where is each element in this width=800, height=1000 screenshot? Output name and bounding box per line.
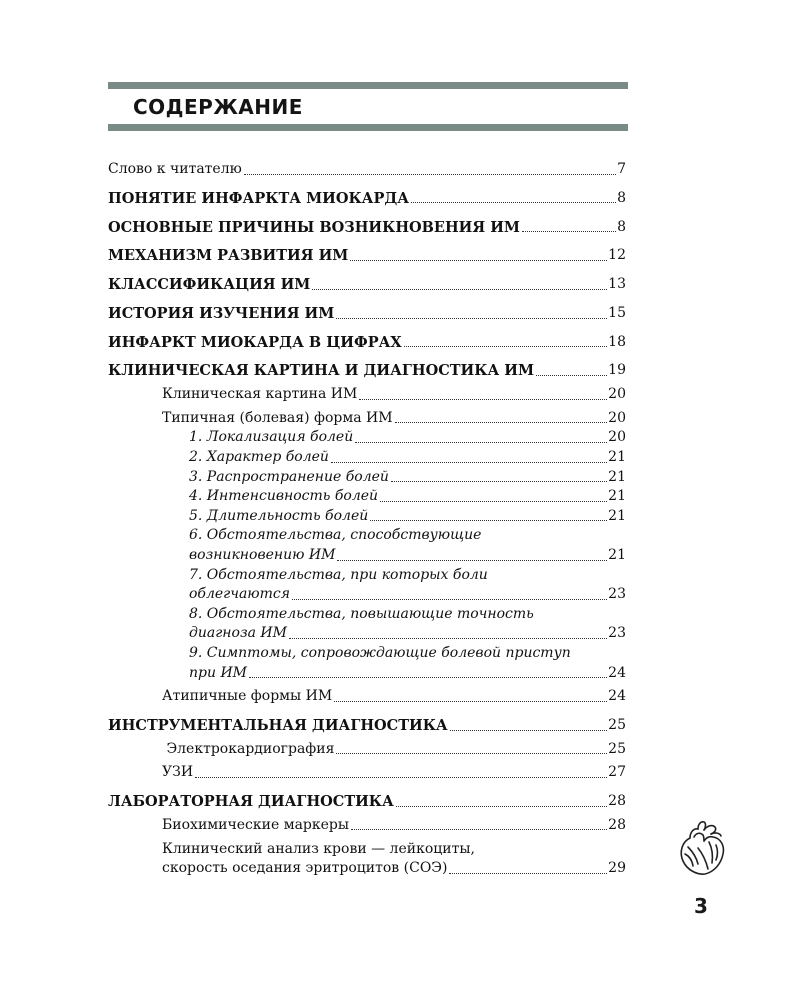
toc-entry[interactable]: ПОНЯТИЕ ИНФАРКТА МИОКАРДА 8 <box>108 189 626 207</box>
toc-entry[interactable]: КЛИНИЧЕСКАЯ КАРТИНА И ДИАГНОСТИКА ИМ 19 <box>108 362 626 380</box>
toc-entry[interactable]: ЛАБОРАТОРНАЯ ДИАГНОСТИКА 28 <box>108 793 626 811</box>
header-rule-bottom <box>108 124 628 131</box>
toc-item[interactable]: 2. Характер болей 21 <box>189 449 626 466</box>
toc-item[interactable]: 3. Распространение болей 21 <box>189 468 626 485</box>
toc-entry[interactable]: ОСНОВНЫЕ ПРИЧИНЫ ВОЗНИКНОВЕНИЯ ИМ 8 <box>108 218 626 236</box>
page-number: 3 <box>694 894 708 918</box>
toc-subentry[interactable]: Электрокардиография 25 <box>162 740 626 757</box>
toc-entry[interactable]: МЕХАНИЗМ РАЗВИТИЯ ИМ 12 <box>108 247 626 265</box>
page-title: СОДЕРЖАНИЕ <box>133 95 303 119</box>
toc-entry[interactable]: КЛАССИФИКАЦИЯ ИМ 13 <box>108 276 626 294</box>
toc-subentry[interactable]: Типичная (болевая) форма ИМ 20 <box>162 409 626 426</box>
toc-subentry[interactable]: УЗИ 27 <box>162 764 626 781</box>
toc-item[interactable]: 7. Обстоятельства, при которых боли облегчаются 23 <box>189 566 626 603</box>
toc-subentry[interactable]: Клинический анализ крови — лейкоциты, скорость оседания эритроцитов (СОЭ) 29 <box>162 840 626 877</box>
header-rule-top <box>108 82 628 89</box>
toc-entry[interactable]: ИСТОРИЯ ИЗУЧЕНИЯ ИМ 15 <box>108 304 626 322</box>
toc-item[interactable]: 5. Длительность болей 21 <box>189 507 626 524</box>
toc-item[interactable]: 6. Обстоятельства, способствующие возникновению ИМ 21 <box>189 527 626 563</box>
toc-item[interactable]: 1. Локализация болей 20 <box>189 429 626 446</box>
toc-item[interactable]: 8. Обстоятельства, повышающие точность диагноза ИМ 23 <box>189 605 626 642</box>
toc-subentry[interactable]: Клиническая картина ИМ 20 <box>162 386 626 403</box>
toc-entry[interactable]: ИНСТРУМЕНТАЛЬНАЯ ДИАГНОСТИКА 25 <box>108 717 626 735</box>
toc-entry[interactable]: ИНФАРКТ МИОКАРДА В ЦИФРАХ 18 <box>108 333 626 351</box>
toc-subentry[interactable]: Биохимические маркеры 28 <box>162 816 626 833</box>
anatomical-heart-icon <box>676 818 728 878</box>
toc-item[interactable]: 4. Интенсивность болей 21 <box>189 488 626 505</box>
toc-subentry[interactable]: Атипичные формы ИМ 24 <box>162 688 626 705</box>
table-of-contents <box>108 160 626 879</box>
toc-entry[interactable]: Слово к читателю 7 <box>108 161 626 177</box>
toc-item[interactable]: 9. Симптомы, сопровождающие болевой приступ при ИМ 24 <box>189 644 626 681</box>
